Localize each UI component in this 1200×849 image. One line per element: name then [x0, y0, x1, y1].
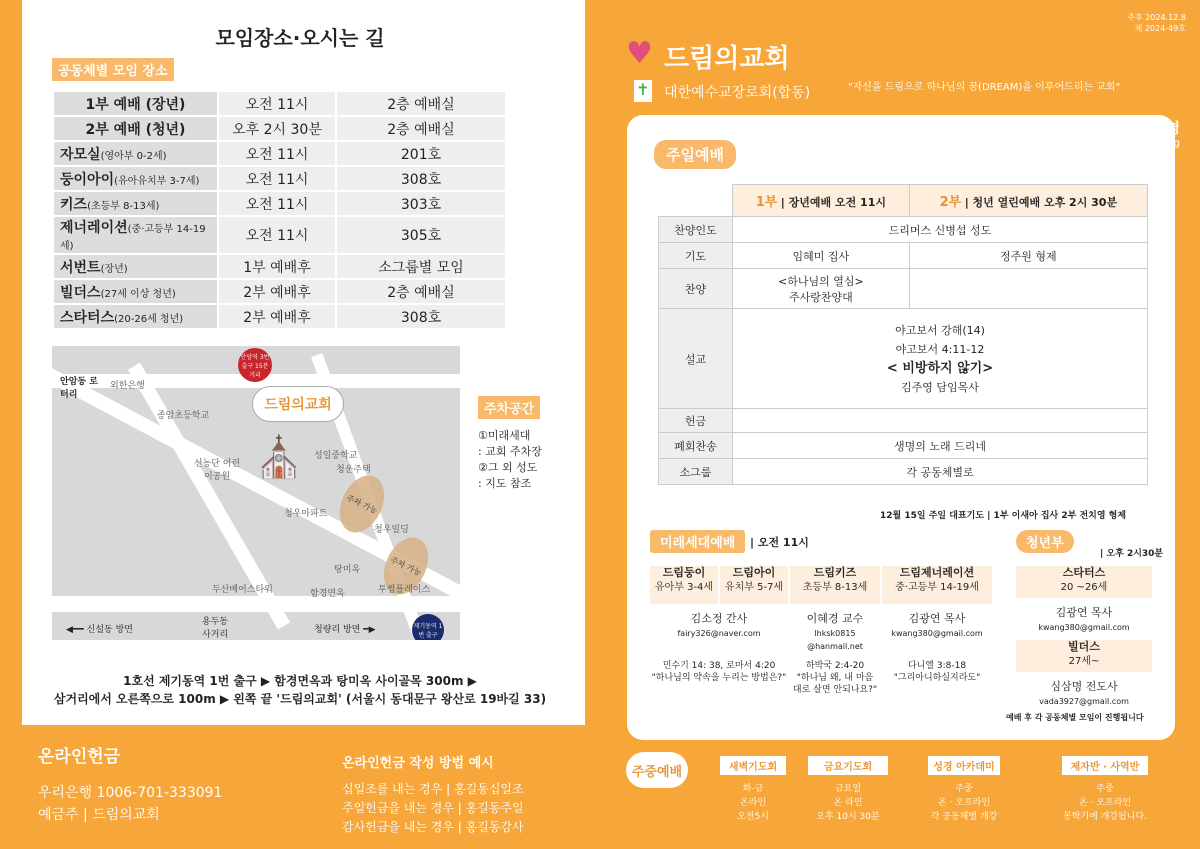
row-place: 308호	[336, 304, 506, 329]
cheongnyang-text: 청량리 방면	[314, 625, 361, 635]
youth-age: 27세~	[1068, 655, 1100, 667]
row-place: 201호	[336, 141, 506, 166]
table-row	[659, 433, 1148, 459]
dept-age: 유치부 5-7세	[724, 581, 784, 593]
apt2-label: 청우아파트	[284, 509, 328, 519]
sermon-preacher: 김주영 담임목사	[901, 380, 979, 394]
community-tag: 공동체별 모임 장소	[52, 58, 174, 81]
church-icon: ⛪	[254, 435, 304, 481]
table-row	[53, 166, 506, 191]
weekday-line: 주중	[1096, 784, 1114, 794]
bible-theme: "그리아니하실지라도"	[893, 673, 981, 684]
hymn-choir: 주사랑찬양대	[788, 290, 853, 304]
youth-age: 20 ~26세	[1060, 581, 1108, 593]
row-place: 2층 예배실	[336, 91, 506, 116]
sunday-worship-title: 주일예배	[654, 140, 736, 169]
weekday-detail	[808, 782, 888, 824]
weekday-line: 몽학기에 개강됩니다.	[1063, 812, 1147, 822]
tusseom-label: 투썸플레이스	[378, 585, 431, 595]
weekday-name: 새벽기도회	[720, 756, 786, 775]
bible-text	[790, 660, 880, 696]
row-sub: (초등부 8-13세)	[87, 200, 160, 212]
youth-leader	[1016, 606, 1152, 634]
youth-title: 청년부	[1016, 530, 1074, 553]
row-label: 설교	[659, 309, 733, 409]
denomination: 대한예수교장로회(합동)	[664, 85, 811, 101]
parking-item: : 교회 주차장	[478, 445, 542, 458]
youth-group-name: 스타터스	[1062, 566, 1106, 579]
table-row	[53, 91, 506, 116]
date-block	[1127, 12, 1186, 34]
weekday-line: 주중	[955, 784, 973, 794]
praise-leader: 드리머스 신병섭 성도	[733, 217, 1148, 243]
row-place: 308호	[336, 166, 506, 191]
row-name: 2부 예배 (청년)	[85, 121, 186, 138]
leader-name: 김광연 목사	[1055, 606, 1113, 619]
hymn-title: <하나님의 열심>	[778, 274, 864, 288]
directions-line: 1호선 제기동역 1번 출구 ▶ 함경면옥과 탕미옥 사이골목 300m ▶	[123, 674, 477, 688]
sermon-series: 야고보서 강해(14)	[895, 323, 985, 337]
dept-age: 유아부 3-4세	[654, 581, 714, 593]
table-row	[53, 254, 506, 279]
church-callout: 드림의교회	[252, 386, 344, 422]
right-page	[600, 0, 1200, 849]
table-row	[53, 304, 506, 329]
row-name: 1부 예배 (장년)	[85, 96, 186, 113]
table-row	[659, 269, 1148, 309]
rotary-label: 안암동 로터리	[60, 377, 98, 400]
youth-leader	[1016, 680, 1152, 708]
weekday-line: 온 라인	[833, 798, 863, 808]
row-label: 폐회찬송	[659, 433, 733, 459]
row-label: 찬양	[659, 269, 733, 309]
teacher	[650, 612, 788, 640]
method-title: 온라인헌금 작성 방법 예시	[342, 756, 494, 771]
table-row	[659, 243, 1148, 269]
row-sub: (27세 이상 청년)	[100, 288, 176, 300]
row-time: 오전 11시	[218, 141, 336, 166]
row-label: 기도	[659, 243, 733, 269]
leader-mail[interactable]: kwang380@gmail.com	[1038, 622, 1130, 632]
bible-text	[650, 660, 788, 684]
teacher-name: 김소정 간사	[690, 612, 748, 625]
row-name: 키즈	[60, 196, 88, 213]
table-row	[659, 409, 1148, 433]
row-place: 2층 예배실	[336, 279, 506, 304]
row-time: 오전 11시	[218, 166, 336, 191]
youth-group	[1016, 640, 1152, 672]
row-name: 제너레이션	[60, 220, 128, 236]
directions	[0, 672, 600, 708]
method-list	[342, 780, 524, 837]
parking-title: 주차공간	[478, 396, 540, 419]
row-time: 오후 2시 30분	[218, 116, 336, 141]
future-time: | 오전 11시	[750, 536, 809, 549]
weekday-line: 각 공동체별 개강	[930, 812, 998, 822]
row-sub: (영아부 0-2세)	[100, 150, 167, 162]
teacher-mail[interactable]: kwang380@gmail.com	[891, 628, 983, 638]
teacher-mail[interactable]: fairy326@naver.com	[677, 628, 761, 638]
leader-name: 심삼명 전도사	[1050, 680, 1118, 693]
future-dept	[882, 566, 992, 604]
apt3-label: 청우빌딩	[374, 525, 409, 535]
table-row	[53, 116, 506, 141]
yongdu-label: 용두동 사거리	[202, 617, 229, 640]
tang-label: 탕미옥	[334, 565, 361, 575]
bible-text	[882, 660, 992, 684]
weekday-name: 금요기도회	[808, 756, 888, 775]
station-badge-2: 제기동역 1번 출구	[412, 614, 444, 640]
service-2-time: | 청년 열린예배 오후 2시 30분	[964, 196, 1118, 209]
prayer-2: 정주원 형제	[909, 243, 1147, 269]
apt1-label: 청운주택	[336, 465, 371, 475]
issue: 제 2024-49호	[1134, 24, 1186, 33]
table-row	[53, 279, 506, 304]
sermon-verse: 야고보서 4:11-12	[895, 342, 985, 356]
closing-hymn: 생명의 노래 드리네	[733, 433, 1148, 459]
method-item: 십일조를 내는 경우 | 홍길동십일조	[342, 782, 524, 796]
location-map[interactable]	[52, 346, 460, 640]
parking-item: : 지도 참조	[478, 477, 532, 490]
pastor-name: 김 주 영	[1129, 121, 1180, 137]
pastor-label: 담임목사	[1083, 123, 1127, 136]
weekday-line: 온 · 오프라인	[937, 798, 991, 808]
date: 주후 2024.12.8	[1127, 13, 1186, 22]
bible-theme: "하나님 왜, 내 마음	[796, 673, 874, 684]
youth-time: | 오후 2시30분	[1100, 549, 1164, 559]
future-title: 미래세대예배	[650, 530, 745, 553]
bible-theme: "하나님의 약속을 누리는 방법은?"	[651, 673, 787, 684]
row-time: 오전 11시	[218, 91, 336, 116]
row-name: 서번트	[60, 259, 101, 276]
teacher-mail[interactable]: lhksk0815	[814, 628, 856, 638]
row-label: 소그룹	[659, 459, 733, 485]
row-label: 찬양인도	[659, 217, 733, 243]
hamgyeong-label: 함경면옥	[310, 589, 345, 599]
row-name: 스타터스	[60, 309, 115, 326]
row-name: 둥이아이	[60, 171, 115, 188]
weekday-line: 금요일	[834, 784, 862, 794]
table-row	[53, 216, 506, 254]
leader-mail[interactable]: vada3927@gmail.com	[1039, 696, 1129, 706]
church-name: 드림의교회	[664, 44, 790, 74]
bank-label: 외한은행	[110, 381, 145, 391]
meeting-table	[52, 90, 507, 330]
weekday-title: 주중예배	[626, 752, 688, 788]
row-place: 303호	[336, 191, 506, 216]
dept-age: 중·고등부 14-19세	[895, 581, 979, 593]
table-row	[659, 185, 1148, 217]
station-badge: 안암역 3번 출구 15분 거리	[238, 348, 272, 382]
weekday-line: 오전5시	[737, 812, 769, 822]
school-label: 종암초등학교	[157, 411, 210, 421]
row-place: 2층 예배실	[336, 116, 506, 141]
weekday-name: 성경 아카데미	[928, 756, 1000, 775]
service-1: 1부	[755, 195, 778, 210]
table-row	[53, 141, 506, 166]
table-row	[659, 459, 1148, 485]
parking-item: ①미래세대	[478, 429, 531, 442]
row-time: 2부 예배후	[218, 279, 336, 304]
row-sub: (장년)	[100, 263, 128, 275]
youth-group-name: 빌더스	[1068, 640, 1100, 653]
sinseol-text: 신설동 방면	[86, 625, 133, 635]
bible-ref: 하박국 2:4-20	[805, 661, 865, 671]
dept-name: 드림제너레이션	[899, 566, 975, 579]
sinseol-label: ◀━━ 신설동 방면	[66, 625, 133, 635]
dept-name: 드림아이	[732, 566, 776, 579]
row-time: 1부 예배후	[218, 254, 336, 279]
row-time: 오전 11시	[218, 191, 336, 216]
online-bank: 우리은행 1006-701-333091	[38, 785, 223, 801]
sunday-worship-table	[658, 184, 1148, 485]
parking-list	[478, 428, 542, 492]
parking-item: ②그 외 성도	[478, 461, 538, 474]
park-label: 선농단 어린이공원	[193, 459, 241, 482]
weekday-line: 온라인	[739, 798, 767, 808]
teacher-name: 김광연 목사	[908, 612, 966, 625]
doosan-label: 두산베어스타워	[212, 585, 273, 595]
service-1-time: | 장년예배 오전 11시	[780, 196, 886, 209]
row-time: 2부 예배후	[218, 304, 336, 329]
row-sub: (20-26세 청년)	[114, 313, 184, 325]
method-item: 주일헌금을 내는 경우 | 홍길동주일	[342, 801, 524, 815]
cross-icon: ✝	[634, 80, 652, 102]
teacher-mail[interactable]: @hanmail.net	[807, 642, 863, 652]
table-row	[659, 217, 1148, 243]
dept-name: 드림둥이	[662, 566, 706, 579]
sermon-title: < 비방하지 않기>	[886, 360, 994, 376]
future-dept	[790, 566, 880, 604]
small-group: 각 공동체별로	[733, 459, 1148, 485]
weekday-detail	[1050, 782, 1160, 824]
parking-spot-2: 주차 가능	[375, 530, 437, 601]
row-place: 305호	[336, 216, 506, 254]
cheongnyang-label: 청량리 방면 ━▶	[314, 625, 376, 635]
table-row	[659, 309, 1148, 409]
weekday-line: 화-금	[742, 784, 764, 794]
directions-line: 삼거리에서 오른쪽으로 100m ▶ 왼쪽 끝 '드림의교회' (서울시 동대문구 왕산로 19바길 33)	[53, 692, 547, 706]
pastor-block	[1043, 118, 1180, 149]
weekday-name: 제자반 · 사역반	[1062, 756, 1148, 775]
row-name: 빌더스	[60, 284, 101, 301]
teacher	[790, 612, 880, 654]
future-dept	[720, 566, 788, 604]
method-item: 감사헌금을 내는 경우 | 홍길동감사	[342, 820, 524, 834]
row-name: 자모실	[60, 146, 101, 163]
teacher-name: 이혜경 교수	[806, 612, 864, 625]
parking-spot-1: 주차 가능	[331, 468, 393, 539]
weekday-line: 오후 10시 30분	[816, 812, 880, 822]
service-2: 2부	[939, 195, 962, 210]
youth-group	[1016, 566, 1152, 598]
location-title: 모임장소·오시는 길	[215, 26, 385, 50]
pastor-en: Senior Pastor Kim, Ju Young	[1042, 138, 1180, 149]
motto: "자신을 드림으로 하나님의 꿈(DREAM)을 이루어드리는 교회"	[848, 82, 1121, 93]
online-holder: 예금주 | 드림의교회	[38, 807, 160, 823]
teacher	[882, 612, 992, 640]
weekday-detail	[910, 782, 1018, 824]
table-row	[53, 191, 506, 216]
youth-note: 예배 후 각 공동체별 모임이 진행됩니다	[1006, 713, 1144, 722]
prayer-1: 임혜미 집사	[733, 243, 910, 269]
next-prayer: 12월 15일 주일 대표기도 | 1부 이새아 집사 2부 전치영 형제	[880, 511, 1127, 521]
school2-label: 성일중학교	[314, 451, 358, 461]
row-time: 오전 11시	[218, 216, 336, 254]
row-sub: (중·고등부 14-19세)	[60, 224, 206, 252]
bible-theme: 대로 살면 안되나요?"	[792, 685, 878, 696]
bible-ref: 민수기 14: 38, 로마서 4:20	[662, 661, 776, 671]
dept-name: 드림키즈	[813, 566, 857, 579]
weekday-detail	[720, 782, 786, 824]
weekday-line: 온 · 오프라인	[1078, 798, 1132, 808]
church-logo-icon: ♥	[626, 36, 653, 71]
row-label: 헌금	[659, 409, 733, 433]
row-sub: (유아유치부 3-7세)	[114, 175, 200, 187]
dept-age: 초등부 8-13세	[802, 581, 868, 593]
row-place: 소그룹별 모임	[336, 254, 506, 279]
online-title: 온라인헌금	[38, 747, 121, 767]
bible-ref: 다니엘 3:8-18	[907, 661, 967, 671]
future-dept	[650, 566, 718, 604]
pastor-line	[1043, 118, 1180, 138]
